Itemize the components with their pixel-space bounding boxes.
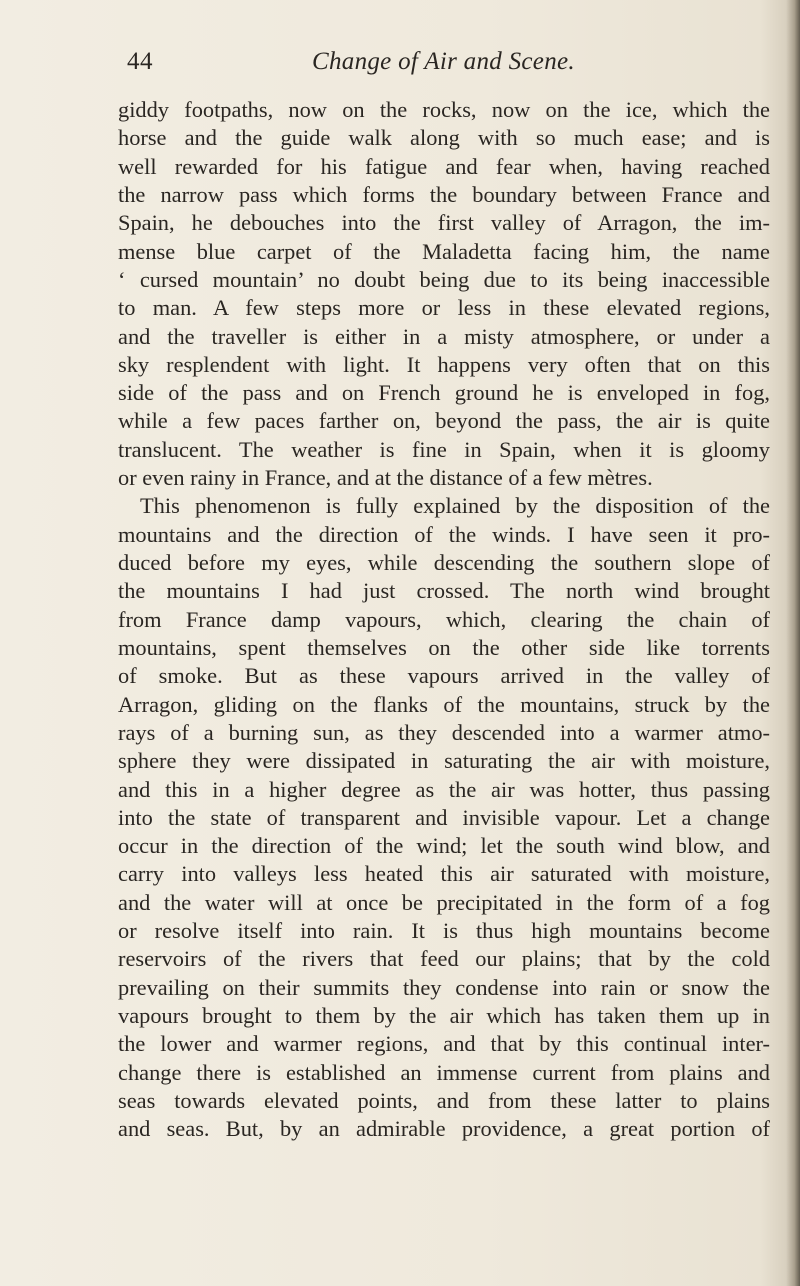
text-line: horse and the guide walk along with so much ease; and is — [118, 125, 770, 151]
text-line: ‘ cursed mountain’ no doubt being due to its being inaccessible — [118, 266, 770, 292]
text-line: change there is established an immense current from plains and — [118, 1059, 770, 1085]
text-line: sphere they were dissipated in saturating the air with moisture, — [118, 748, 770, 774]
text-line: of smoke. But as these vapours arrived in the valley of — [118, 663, 770, 689]
text-line: to man. A few steps more or less in these elevated regions, — [118, 295, 770, 321]
text-line: duced before my eyes, while descending the southern slope of — [118, 550, 770, 575]
text-line: occur in the direction of the wind; let the south wind blow, and — [118, 833, 770, 859]
text-line: giddy footpaths, now on the rocks, now on the ice, which the — [118, 97, 770, 122]
text-line: carry into valleys less heated this air saturated with moisture, — [118, 861, 770, 887]
text-line: well rewarded for his fatigue and fear when, having reached — [118, 153, 770, 179]
text-line: vapours brought to them by the air which has taken them up in — [118, 1003, 770, 1028]
text-line: and this in a higher degree as the air was hotter, thus passing — [118, 776, 770, 802]
page-number: 44 — [127, 48, 153, 75]
text-line: mountains and the direction of the winds. I have seen it pro- — [118, 521, 770, 547]
body-text — [118, 96, 770, 1144]
text-line: and seas. But, by an admirable providence, a great portion of — [118, 1116, 770, 1142]
text-line: the lower and warmer regions, and that by this continual inter- — [118, 1031, 770, 1057]
text-line: mense blue carpet of the Maladetta facing him, the name — [118, 238, 770, 264]
text-line: sky resplendent with light. It happens very often that on this — [118, 351, 770, 377]
text-line: Arragon, gliding on the flanks of the mountains, struck by the — [118, 691, 770, 717]
page-edge-shadow — [786, 0, 800, 1286]
paragraph-end-line: or even rainy in France, and at the distance of a few mètres. — [118, 465, 653, 491]
text-line: and the traveller is either in a misty atmosphere, or under a — [118, 323, 770, 349]
text-line: side of the pass and on French ground he is enveloped in fog, — [118, 380, 770, 406]
text-line: Spain, he debouches into the first valley of Arragon, the im- — [118, 210, 770, 236]
page-header — [127, 48, 757, 88]
text-line: the narrow pass which forms the boundary between France and — [118, 181, 770, 207]
text-line: mountains, spent themselves on the other side like torrents — [118, 634, 770, 660]
text-line: rays of a burning sun, as they descended into a warmer atmo- — [118, 719, 770, 745]
text-line: the mountains I had just crossed. The north wind brought — [118, 578, 770, 604]
text-line: into the state of transparent and invisible vapour. Let a change — [118, 804, 770, 830]
text-line: translucent. The weather is fine in Spain, when it is gloomy — [118, 436, 770, 462]
text-line: while a few paces farther on, beyond the pass, the air is quite — [118, 408, 770, 434]
running-title: Change of Air and Scene. — [312, 48, 575, 75]
text-line: seas towards elevated points, and from these latter to plains — [118, 1087, 770, 1113]
text-line: and the water will at once be precipitated in the form of a fog — [118, 889, 770, 915]
text-line: prevailing on their summits they condense into rain or snow the — [118, 974, 770, 1000]
paragraph-start-line: This phenomenon is fully explained by the disposition of the — [140, 493, 770, 519]
text-line: reservoirs of the rivers that feed our plains; that by the cold — [118, 946, 770, 972]
text-line: or resolve itself into rain. It is thus high mountains become — [118, 918, 770, 944]
text-line: from France damp vapours, which, clearing the chain of — [118, 606, 770, 632]
